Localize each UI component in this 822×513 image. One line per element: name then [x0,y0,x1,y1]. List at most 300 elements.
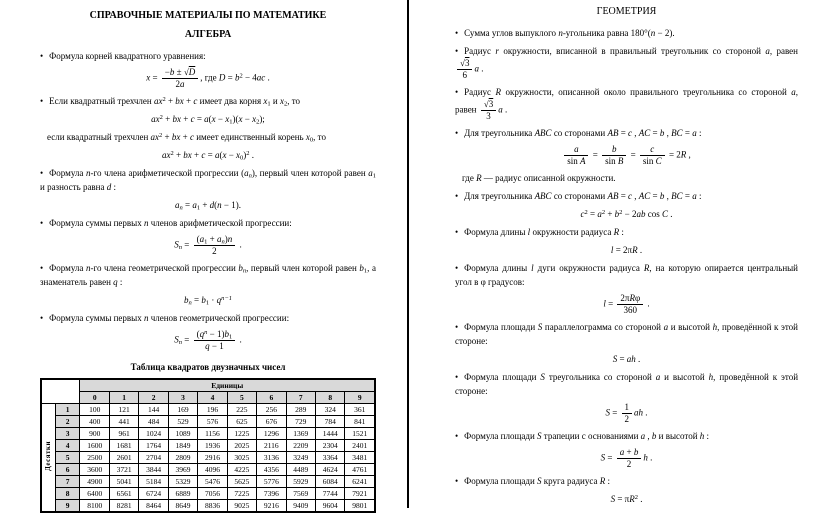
units-digit-cell: 5 [227,392,256,404]
fraction-numerator [162,67,198,78]
math-text: = [682,128,693,138]
square-value-cell: 1521 [345,428,375,440]
bullet-marker: • [40,51,44,61]
fraction-numerator [481,99,496,110]
math-text: , [664,191,672,201]
math-text: ax [161,150,171,160]
math-text: 6 [462,70,467,80]
square-value-cell: 2304 [315,440,344,452]
formula-line [40,148,376,162]
math-text: q [205,341,210,351]
fraction-denominator [194,245,236,257]
math-text: 2 [159,131,163,139]
math-text: 360 [623,305,638,315]
math-text: R [632,245,638,255]
math-text: трапеции с основаниями [541,431,641,441]
math-text: c [193,96,198,106]
math-text: Формула площади [464,431,538,441]
math-text: b [659,128,665,138]
math-text: 2 [159,113,163,121]
math-text: + [181,114,191,124]
math-text: круга радиуса [541,476,600,486]
fraction [620,402,635,425]
section-heading-algebra: АЛГЕБРА [184,29,232,40]
formula-line [455,144,798,167]
square-value-cell: 3025 [227,452,256,464]
math-text: BC [671,191,683,201]
math-text: ABC [534,191,552,201]
square-value-cell: 4624 [315,464,344,476]
math-text: a [619,447,625,457]
square-value-cell: 784 [315,416,344,428]
square-value-cell: 3364 [315,452,344,464]
math-text: имеет два корня [197,96,264,106]
square-value-cell: 5329 [168,476,197,488]
math-text: x [146,72,151,83]
bullet-item [455,370,798,398]
math-text: a [192,200,197,210]
math-text: и высотой [668,322,713,332]
math-text: x [225,114,230,124]
formula-line [455,207,798,221]
math-text: x [263,96,268,106]
squares-table [40,378,376,513]
bullet-item [455,429,798,443]
bullet-item [455,225,798,239]
square-value-cell: 6724 [139,488,168,500]
square-value-cell: 225 [227,404,256,416]
math-text: Формула длины [464,263,532,273]
square-value-cell: 3969 [168,464,197,476]
square-value-cell: 1089 [168,428,197,440]
math-text: b [238,263,243,273]
square-value-cell: 841 [345,416,375,428]
math-text: c [201,150,206,160]
math-text: , равен [455,87,799,115]
bullet-marker: • [455,87,459,97]
math-text: , то [287,96,301,106]
square-value-cell: 5929 [286,476,315,488]
fraction-denominator [640,155,665,167]
bullet-marker: • [455,227,459,237]
math-text: = [650,128,660,138]
square-value-cell: 2116 [257,440,286,452]
square-value-cell: 5041 [109,476,138,488]
math-text: − 2 [622,209,637,219]
bullet-item [455,474,798,488]
math-text: , [664,128,672,138]
math-text: = [650,191,660,201]
square-value-cell: 256 [257,404,286,416]
table-row [41,464,375,476]
math-text: Формула площади [464,476,538,486]
square-value-cell: 8649 [168,500,197,513]
math-text: n [179,204,183,212]
math-text: a [692,191,697,201]
table-row [41,488,375,500]
square-value-cell: 3844 [139,464,168,476]
math-text: + [162,132,172,142]
fraction [160,67,200,90]
square-value-cell: 1296 [257,428,286,440]
math-text: C [661,209,668,219]
math-text: , проведённой к этой стороне: [455,372,799,396]
fraction-denominator [162,78,198,90]
square-value-cell: 441 [109,416,138,428]
math-text: 2 [212,246,217,256]
math-text: = [605,452,615,463]
bullet-marker: • [455,46,459,56]
units-digit-cell: 7 [286,392,315,404]
math-text: b [659,191,665,201]
math-text: S [537,431,542,441]
math-text: n [178,339,183,347]
bullet-marker: • [40,168,44,178]
square-value-cell: 7744 [315,488,344,500]
math-text: и высотой [660,372,709,382]
math-text: . [502,104,508,115]
math-text: ( [219,150,223,160]
math-text: S [600,452,606,463]
math-text: − [164,67,170,77]
continuation-text [40,130,376,144]
math-text: a [216,234,222,244]
math-text: x [279,96,284,106]
math-text: 1 [205,299,210,307]
math-text: 2 [601,208,606,216]
math-text: Формула площади [464,322,538,332]
math-text: = [682,191,693,201]
math-text: Формула длины [464,227,528,237]
square-value-cell: 9409 [286,500,315,513]
math-text: a [791,87,796,97]
formula-line [40,67,376,90]
tens-digit-cell: 2 [55,416,80,428]
tens-digit-cell: 6 [55,464,80,476]
square-value-cell: 625 [227,416,256,428]
math-text: n [86,168,91,178]
math-text: ABC [534,128,552,138]
math-text: . [635,354,641,364]
math-text: n [248,172,252,180]
math-text: членов арифметической прогрессии: [148,218,292,228]
math-text: h [708,372,714,382]
fraction-numerator [194,329,236,340]
math-text: a [597,209,602,219]
math-text: bx [172,114,181,124]
square-value-cell: 2025 [227,440,256,452]
math-text: ax [150,132,160,142]
table-row [41,428,375,440]
square-value-cell: 100 [80,404,109,416]
bullet-marker: • [40,263,44,273]
square-value-cell: 7921 [345,488,375,500]
square-value-cell: 676 [257,416,286,428]
math-text: a [640,431,646,441]
math-text: l [527,227,531,237]
math-text: если квадратный трехчлен [47,132,151,142]
math-text: 1 [363,267,368,275]
math-text: . [478,63,484,74]
math-text: ± [174,67,184,77]
radicand [465,58,470,68]
math-text: , а знаменатель равен [40,263,376,287]
fraction [562,144,590,167]
math-text: ac [256,72,266,83]
formula-line [455,402,798,425]
formula-line [40,198,376,212]
square-value-cell: 961 [109,428,138,440]
math-text: : [696,128,702,138]
math-text: n [650,28,656,38]
square-value-cell: 9216 [257,500,286,513]
fraction-denominator [194,340,236,352]
fraction-denominator [564,155,588,167]
math-text: x [222,150,227,160]
math-text: a [765,46,770,56]
square-value-cell: 9025 [227,500,256,513]
math-text: ( [196,329,200,339]
math-text: 2 [246,149,250,157]
math-text: ah [626,354,636,364]
tens-digit-cell: 4 [55,440,80,452]
square-value-cell: 5625 [227,476,256,488]
bullet-item [455,261,798,289]
math-text: 2 [619,208,623,216]
square-value-cell: 9604 [315,500,344,513]
math-text: + [183,96,194,106]
math-text: . [237,334,242,345]
section-heading-geometry: ГЕОМЕТРИЯ [596,6,657,17]
fraction-denominator [602,155,626,167]
math-text: = [182,239,192,250]
math-text: c [650,144,655,154]
square-value-cell: 289 [286,404,315,416]
square-value-cell: 1225 [227,428,256,440]
math-text: AC [638,191,651,201]
units-digit-cell: 8 [315,392,344,404]
fraction-denominator [617,458,642,470]
math-text: Для треугольника [464,128,535,138]
math-text: q [199,329,205,339]
fraction [615,293,645,316]
math-text: . [249,150,255,160]
math-text: + [165,96,176,106]
math-text: . [647,452,653,463]
math-text: ( [214,200,218,210]
square-value-cell: 2916 [198,452,227,464]
formula-line [455,352,798,366]
square-value-cell: 900 [80,428,109,440]
math-text: b [651,431,657,441]
bullet-marker: • [455,431,459,441]
tens-digit-cell: 5 [55,452,80,464]
math-text: a [175,200,180,210]
math-text: n [558,28,563,38]
formula-line [40,112,376,126]
math-text: sin [567,156,580,166]
math-text: x [305,132,310,142]
table-row [41,416,375,428]
fraction [615,447,644,470]
math-text: n [143,313,149,323]
square-value-cell: 2809 [168,452,197,464]
math-text: 1 [228,333,233,341]
sqrt-radical [484,99,493,109]
math-text: l [610,245,614,255]
math-text: , [686,149,691,160]
math-text: параллелограмма со стороной [542,322,664,332]
fraction-numerator [194,234,236,245]
square-value-cell: 324 [315,404,344,416]
fraction [455,58,474,81]
square-value-cell: 4900 [80,476,109,488]
math-text: 0 [309,136,314,144]
math-text: = [587,209,598,219]
math-text: S [537,476,542,486]
math-text: S [605,407,610,418]
bullet-item [455,189,798,203]
math-text: a [214,150,220,160]
math-text: n [204,328,208,336]
math-text: c [190,114,195,124]
math-text: h [712,322,718,332]
math-text: R [476,173,482,183]
square-value-cell: 3136 [257,452,286,464]
math-text: ab [636,209,646,219]
math-text: b [633,447,639,457]
math-text: 3 [486,111,491,121]
math-text: AB [607,128,619,138]
math-text: d [106,182,112,192]
math-text: Формула площади [464,372,541,382]
math-text: c [189,132,194,142]
bullet-item [455,44,798,81]
math-text: = [182,200,193,210]
math-text: b [359,263,364,273]
square-value-cell: 2209 [286,440,315,452]
math-text: ax [153,96,163,106]
table-header-row [41,379,375,392]
square-value-cell: 5476 [198,476,227,488]
fraction-denominator [457,69,472,81]
formula-line [40,293,376,307]
math-text: Сумма углов выпуклого [464,28,559,38]
fraction [192,234,238,257]
units-digit-cell: 4 [198,392,227,404]
math-text: 2π [620,293,630,303]
square-value-cell: 3721 [109,464,138,476]
math-text: + [605,209,615,219]
table-row [41,404,375,416]
digit-header-row [41,392,375,404]
math-text: Формула суммы первых [49,218,144,228]
math-text: 2 [175,79,181,89]
tens-header-cell [41,404,55,513]
math-text: = [617,354,627,364]
math-text: Формула [49,263,86,273]
bullet-item [455,126,798,140]
math-text: a [692,128,697,138]
square-value-cell: 2704 [139,452,168,464]
math-text: 2 [256,118,260,126]
square-value-cell: 5776 [257,476,286,488]
table-row [41,476,375,488]
square-value-cell: 6561 [109,488,138,500]
math-text: 1 [267,100,271,108]
math-text: = [225,72,235,83]
math-text: . [637,494,643,504]
math-text: 2 [626,459,632,469]
math-text: · [209,295,217,305]
bullet-marker: • [455,128,459,138]
math-text: 1 [372,172,377,180]
math-text: a [663,322,669,332]
formula-line [455,293,798,316]
math-text: = [609,407,620,418]
math-text: = [191,295,202,305]
math-text: − [226,150,237,160]
square-value-cell: 6889 [168,488,197,500]
math-text: , то [313,132,326,142]
math-text: r [495,46,499,56]
math-text: 2 [170,149,174,157]
square-value-cell: 1024 [139,428,168,440]
tens-header-label: Десятки [43,441,52,471]
math-text: -го члена геометрической прогрессии [90,263,239,273]
bullet-item [40,311,376,325]
math-text: B [617,156,624,166]
fraction [600,144,628,167]
square-value-cell: 484 [139,416,168,428]
fraction [638,144,667,167]
math-text: 1 [624,402,630,412]
math-text: треугольника со стороной [544,372,656,382]
square-value-cell: 4761 [345,464,375,476]
math-text: 1 [204,238,208,246]
square-value-cell: 3249 [286,452,315,464]
math-text: = [618,128,629,138]
units-digit-cell: 3 [168,392,197,404]
bullet-item [40,261,376,289]
math-text: a [655,372,661,382]
math-text: b [184,295,189,305]
math-text: n [221,238,225,246]
square-value-cell: 144 [139,404,168,416]
math-text: b [201,295,206,305]
math-text: )( [232,114,239,124]
math-text: D [218,72,226,83]
square-value-cell: 1369 [286,428,315,440]
formula-line [455,243,798,257]
math-text: − 2). [655,28,675,38]
square-value-cell: 5184 [139,476,168,488]
math-text: = [628,149,638,160]
units-digit-cell: 2 [139,392,168,404]
squares-table-title: Таблица квадратов двузначных чисел [130,362,286,372]
math-text: 1 [196,204,201,212]
math-text: n [86,263,91,273]
bullet-item [455,320,798,348]
math-text: 2 [283,100,288,108]
math-text: Радиус [464,87,496,97]
math-text: x [236,150,241,160]
math-text: . [645,298,650,309]
bullet-item [455,85,798,122]
math-text: — радиус описанной окружности. [481,173,616,183]
math-text: , первый член которой равен [246,263,360,273]
math-text: , на которую опирается центральный угол в φ градусов: [455,263,798,287]
